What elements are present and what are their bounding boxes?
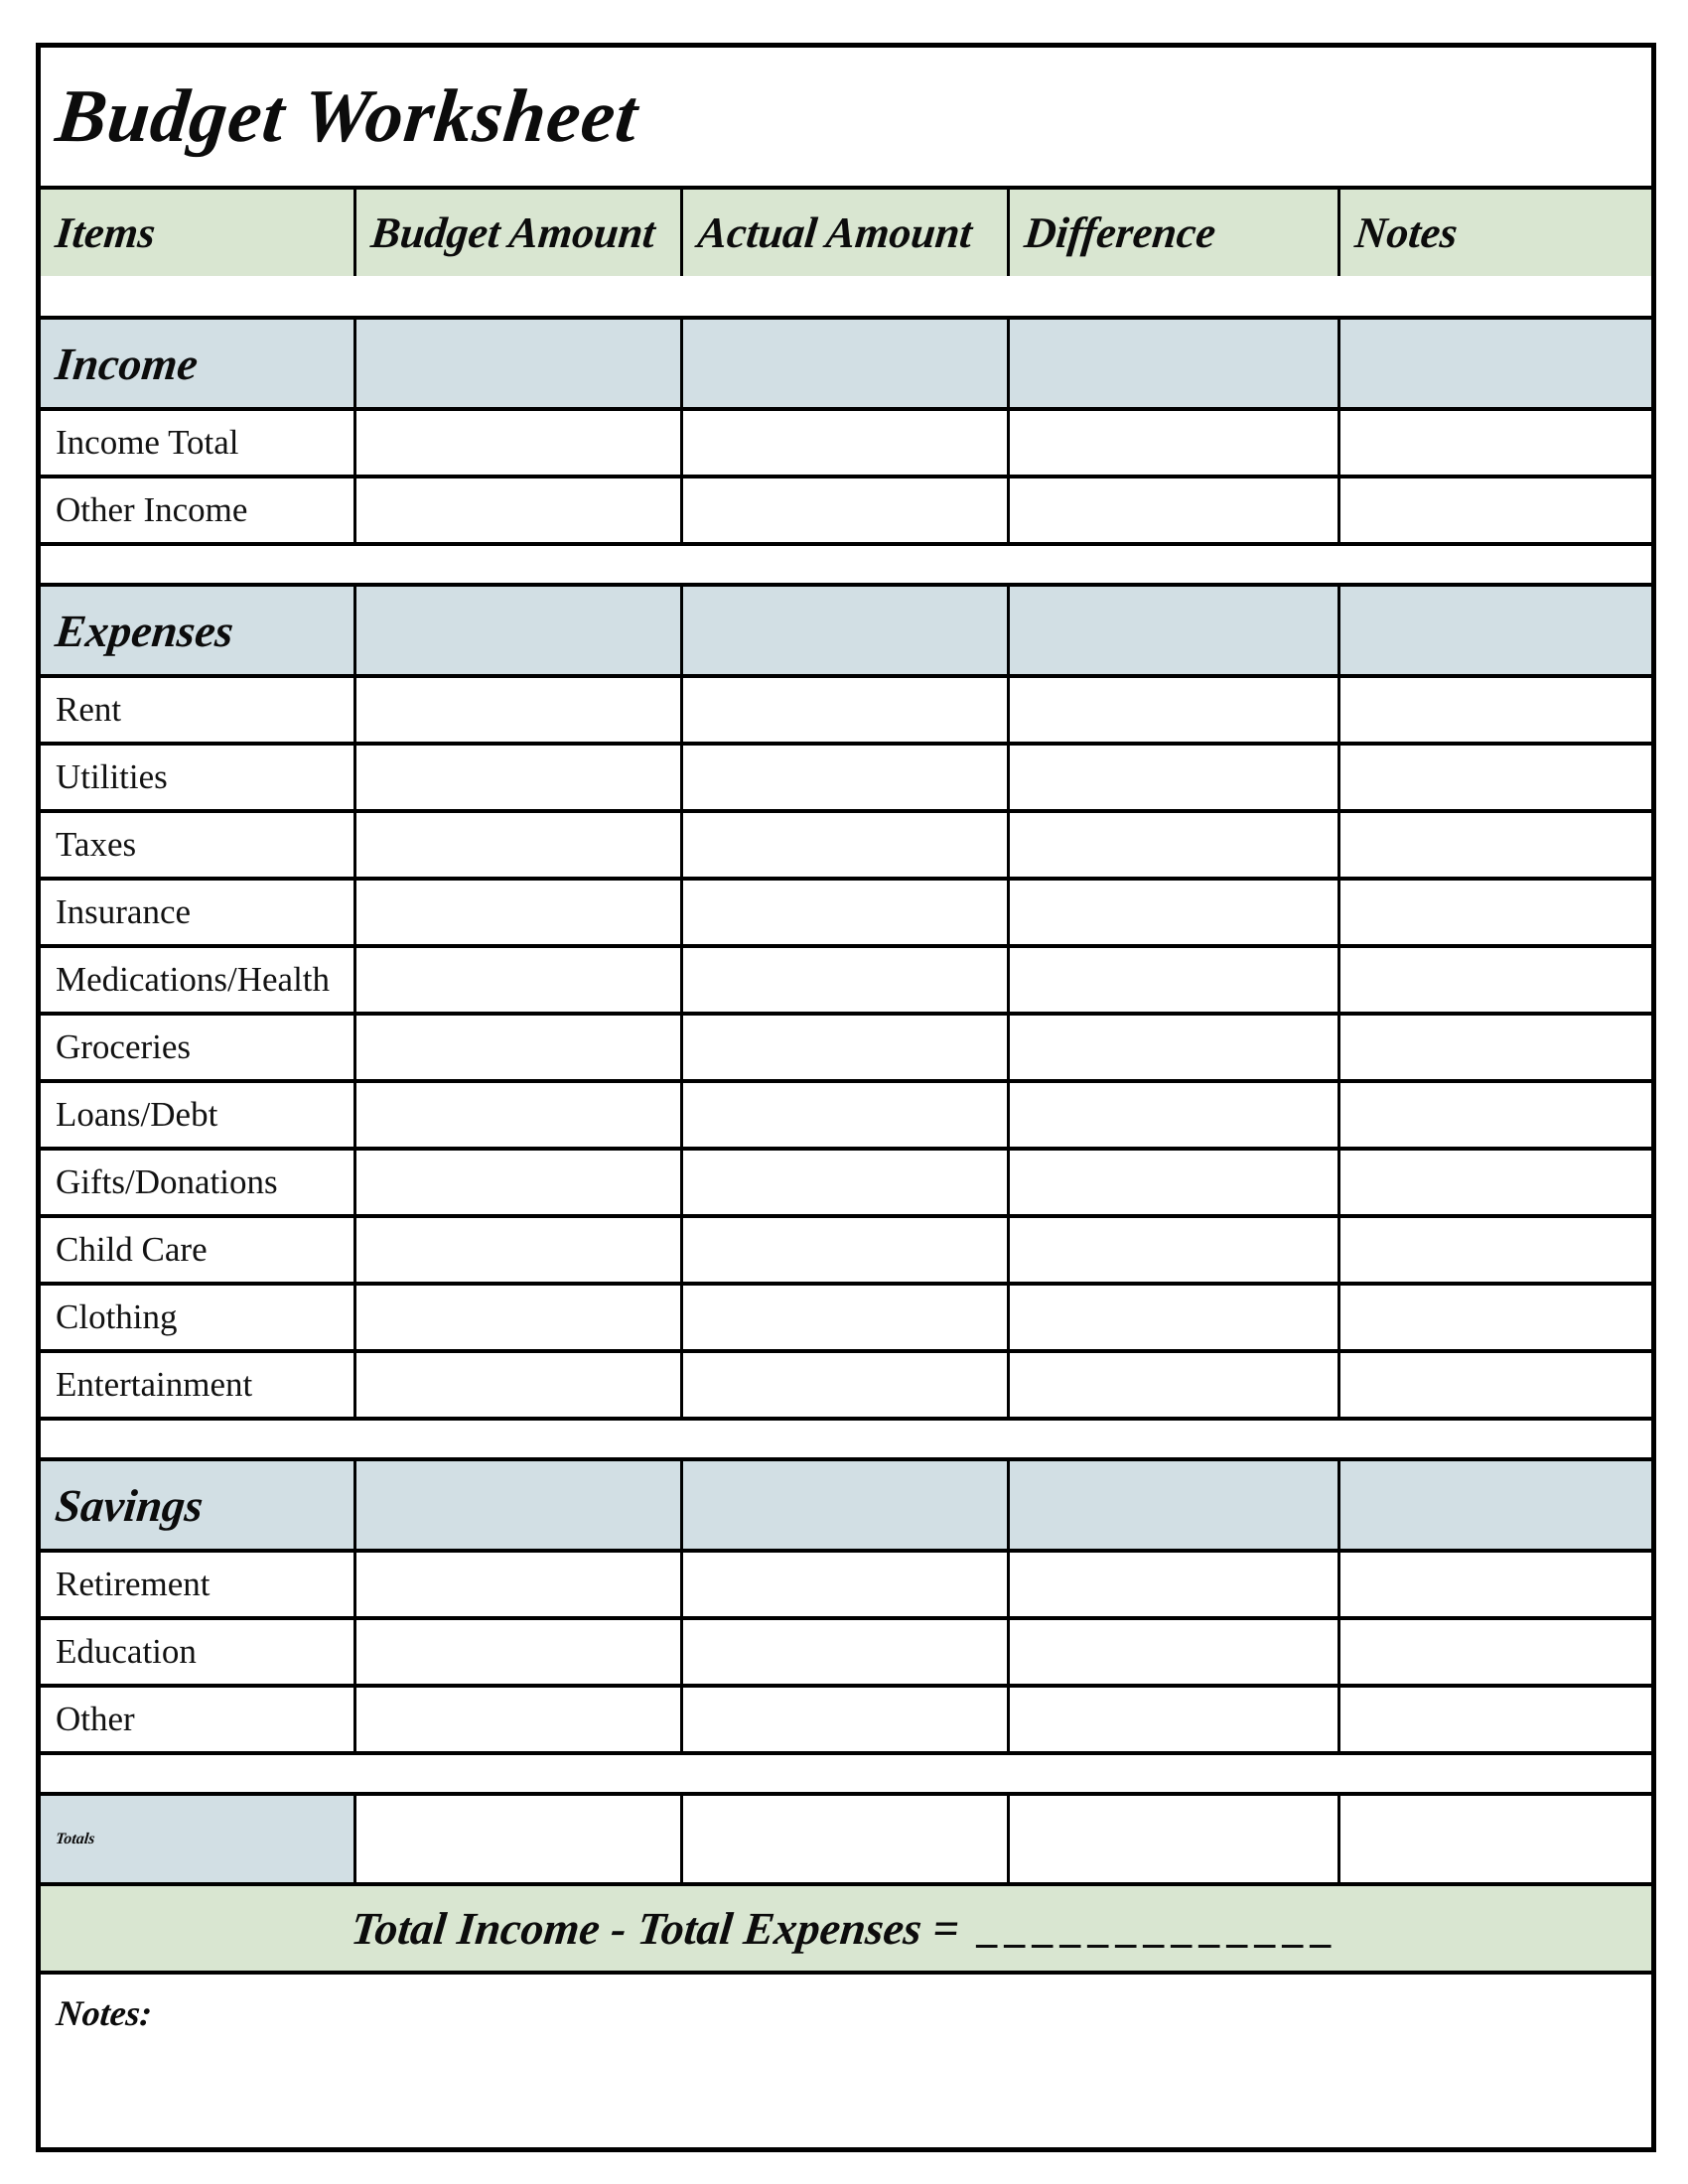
actual-amount-cell bbox=[680, 1553, 1007, 1616]
table-row-clothing bbox=[41, 1282, 1651, 1349]
row-label-cell bbox=[41, 746, 353, 809]
row-label: Utilities bbox=[56, 757, 168, 796]
row-label: Rent bbox=[56, 690, 122, 729]
table-row-medications-health bbox=[41, 944, 1651, 1012]
notes-inner bbox=[41, 1975, 155, 2034]
row-label-cell bbox=[41, 813, 353, 877]
actual-amount-cell bbox=[680, 1083, 1007, 1147]
row-label: Entertainment bbox=[56, 1365, 253, 1404]
notes-cell bbox=[1337, 881, 1651, 944]
column-header-label: Difference bbox=[1022, 208, 1218, 257]
row-label-cell bbox=[41, 411, 353, 475]
notes-cell bbox=[1337, 1353, 1651, 1417]
row-label: Education bbox=[56, 1632, 197, 1671]
summary-formula: Total Income - Total Expenses = bbox=[349, 1903, 962, 1954]
budget-amount-cell bbox=[353, 1553, 680, 1616]
actual-amount-cell bbox=[680, 746, 1007, 809]
column-header-label: Actual Amount bbox=[695, 208, 975, 257]
difference-cell bbox=[1007, 948, 1337, 1012]
table-row-education bbox=[41, 1616, 1651, 1684]
row-label-cell bbox=[41, 1016, 353, 1079]
section-header-totals bbox=[41, 1792, 1651, 1882]
column-header-budget-amount bbox=[353, 190, 680, 276]
budget-amount-cell bbox=[353, 1083, 680, 1147]
budget-amount-cell bbox=[353, 411, 680, 475]
notes-cell bbox=[1337, 1083, 1651, 1147]
row-label: Loans/Debt bbox=[56, 1095, 218, 1134]
difference-cell bbox=[1007, 1016, 1337, 1079]
row-label: Other bbox=[56, 1700, 135, 1738]
difference-cell bbox=[1007, 746, 1337, 809]
spacer-row bbox=[41, 542, 1651, 583]
budget-amount-cell bbox=[353, 1353, 680, 1417]
actual-amount-cell bbox=[680, 1688, 1007, 1751]
summary-row bbox=[41, 1882, 1651, 1971]
row-label-cell bbox=[41, 1286, 353, 1349]
budget-worksheet-table bbox=[36, 43, 1656, 2152]
actual-amount-cell bbox=[680, 320, 1007, 407]
difference-cell bbox=[1007, 1286, 1337, 1349]
actual-amount-cell bbox=[680, 1151, 1007, 1214]
actual-amount-cell bbox=[680, 678, 1007, 742]
budget-amount-cell bbox=[353, 881, 680, 944]
table-row-rent bbox=[41, 674, 1651, 742]
actual-amount-cell bbox=[680, 1796, 1007, 1882]
notes-cell bbox=[1337, 1016, 1651, 1079]
table-row-groceries bbox=[41, 1012, 1651, 1079]
actual-amount-cell bbox=[680, 881, 1007, 944]
budget-amount-cell bbox=[353, 678, 680, 742]
row-label: Income Total bbox=[56, 423, 239, 462]
table-header-row bbox=[41, 186, 1651, 276]
actual-amount-cell bbox=[680, 1353, 1007, 1417]
column-header-label: Items bbox=[53, 208, 158, 257]
notes-label: Notes: bbox=[54, 1993, 155, 2033]
actual-amount-cell bbox=[680, 1016, 1007, 1079]
items-cell bbox=[41, 320, 353, 407]
difference-cell bbox=[1007, 1553, 1337, 1616]
row-label-cell bbox=[41, 1353, 353, 1417]
difference-cell bbox=[1007, 881, 1337, 944]
actual-amount-cell bbox=[680, 1286, 1007, 1349]
table-row-child-care bbox=[41, 1214, 1651, 1282]
table-row-taxes bbox=[41, 809, 1651, 877]
row-label: Groceries bbox=[56, 1027, 192, 1066]
difference-cell bbox=[1007, 587, 1337, 674]
notes-cell bbox=[1337, 320, 1651, 407]
table-row-insurance bbox=[41, 877, 1651, 944]
notes-cell bbox=[1337, 746, 1651, 809]
budget-amount-cell bbox=[353, 1461, 680, 1549]
row-label: Retirement bbox=[56, 1565, 211, 1603]
spacer-row bbox=[41, 276, 1651, 316]
table-row-entertainment bbox=[41, 1349, 1651, 1417]
notes-cell bbox=[1337, 1461, 1651, 1549]
column-header-label: Budget Amount bbox=[368, 208, 657, 257]
column-header-notes bbox=[1337, 190, 1651, 276]
actual-amount-cell bbox=[680, 1218, 1007, 1282]
column-header-difference bbox=[1007, 190, 1337, 276]
row-label-cell bbox=[41, 881, 353, 944]
budget-amount-cell bbox=[353, 1016, 680, 1079]
row-label: Medications/Health bbox=[56, 960, 331, 999]
table-row-income-total bbox=[41, 407, 1651, 475]
section-header-expenses bbox=[41, 583, 1651, 674]
section-title: Totals bbox=[55, 1830, 96, 1847]
column-header-actual-amount bbox=[680, 190, 1007, 276]
notes-cell bbox=[1337, 478, 1651, 542]
notes-cell bbox=[1337, 587, 1651, 674]
budget-amount-cell bbox=[353, 746, 680, 809]
notes-cell bbox=[1337, 1218, 1651, 1282]
summary-blank-line: _____________ bbox=[978, 1905, 1340, 1952]
items-cell bbox=[41, 1461, 353, 1549]
table-row-loans-debt bbox=[41, 1079, 1651, 1147]
budget-amount-cell bbox=[353, 1286, 680, 1349]
notes-cell bbox=[1337, 678, 1651, 742]
difference-cell bbox=[1007, 320, 1337, 407]
actual-amount-cell bbox=[680, 587, 1007, 674]
section-header-savings bbox=[41, 1457, 1651, 1549]
table-row-other-income bbox=[41, 475, 1651, 542]
difference-cell bbox=[1007, 813, 1337, 877]
table-row-gifts-donations bbox=[41, 1147, 1651, 1214]
table-row-retirement bbox=[41, 1549, 1651, 1616]
notes-cell bbox=[1337, 411, 1651, 475]
row-label: Taxes bbox=[56, 825, 137, 864]
difference-cell bbox=[1007, 411, 1337, 475]
difference-cell bbox=[1007, 678, 1337, 742]
notes-cell bbox=[1337, 948, 1651, 1012]
row-label: Other Income bbox=[56, 490, 248, 529]
row-label-cell bbox=[41, 948, 353, 1012]
section-title: Expenses bbox=[53, 605, 236, 656]
difference-cell bbox=[1007, 1083, 1337, 1147]
items-cell bbox=[41, 587, 353, 674]
budget-amount-cell bbox=[353, 1218, 680, 1282]
row-label-cell bbox=[41, 1553, 353, 1616]
difference-cell bbox=[1007, 1218, 1337, 1282]
budget-amount-cell bbox=[353, 948, 680, 1012]
row-label-cell bbox=[41, 1083, 353, 1147]
title-row bbox=[41, 48, 1651, 186]
budget-amount-cell bbox=[353, 813, 680, 877]
column-header-label: Notes bbox=[1352, 208, 1460, 257]
notes-cell bbox=[1337, 1286, 1651, 1349]
notes-cell bbox=[1337, 813, 1651, 877]
notes-section bbox=[41, 1971, 1651, 2147]
actual-amount-cell bbox=[680, 411, 1007, 475]
row-label-cell bbox=[41, 678, 353, 742]
budget-amount-cell bbox=[353, 1151, 680, 1214]
row-label: Child Care bbox=[56, 1230, 208, 1269]
difference-cell bbox=[1007, 478, 1337, 542]
page-title: Budget Worksheet bbox=[52, 74, 642, 158]
difference-cell bbox=[1007, 1151, 1337, 1214]
column-header-items bbox=[41, 190, 353, 276]
table-row-utilities bbox=[41, 742, 1651, 809]
notes-cell bbox=[1337, 1796, 1651, 1882]
actual-amount-cell bbox=[680, 813, 1007, 877]
difference-cell bbox=[1007, 1688, 1337, 1751]
row-label: Gifts/Donations bbox=[56, 1162, 278, 1201]
row-label-cell bbox=[41, 1218, 353, 1282]
row-label-cell bbox=[41, 1620, 353, 1684]
difference-cell bbox=[1007, 1796, 1337, 1882]
notes-cell bbox=[1337, 1553, 1651, 1616]
section-title: Savings bbox=[53, 1479, 206, 1531]
actual-amount-cell bbox=[680, 948, 1007, 1012]
actual-amount-cell bbox=[680, 1620, 1007, 1684]
budget-amount-cell bbox=[353, 478, 680, 542]
notes-cell bbox=[1337, 1620, 1651, 1684]
budget-amount-cell bbox=[353, 1688, 680, 1751]
budget-amount-cell bbox=[353, 587, 680, 674]
actual-amount-cell bbox=[680, 478, 1007, 542]
spacer-row bbox=[41, 1417, 1651, 1457]
row-label: Clothing bbox=[56, 1297, 178, 1336]
budget-amount-cell bbox=[353, 1796, 680, 1882]
row-label-cell bbox=[41, 1151, 353, 1214]
spacer-row bbox=[41, 1751, 1651, 1792]
difference-cell bbox=[1007, 1353, 1337, 1417]
row-label-cell bbox=[41, 1688, 353, 1751]
row-label-cell bbox=[41, 478, 353, 542]
difference-cell bbox=[1007, 1620, 1337, 1684]
notes-cell bbox=[1337, 1688, 1651, 1751]
section-header-income bbox=[41, 316, 1651, 407]
budget-amount-cell bbox=[353, 1620, 680, 1684]
notes-cell bbox=[1337, 1151, 1651, 1214]
section-title: Income bbox=[53, 338, 201, 389]
difference-cell bbox=[1007, 1461, 1337, 1549]
budget-amount-cell bbox=[353, 320, 680, 407]
table-row-other bbox=[41, 1684, 1651, 1751]
items-cell bbox=[41, 1796, 353, 1882]
actual-amount-cell bbox=[680, 1461, 1007, 1549]
row-label: Insurance bbox=[56, 892, 192, 931]
